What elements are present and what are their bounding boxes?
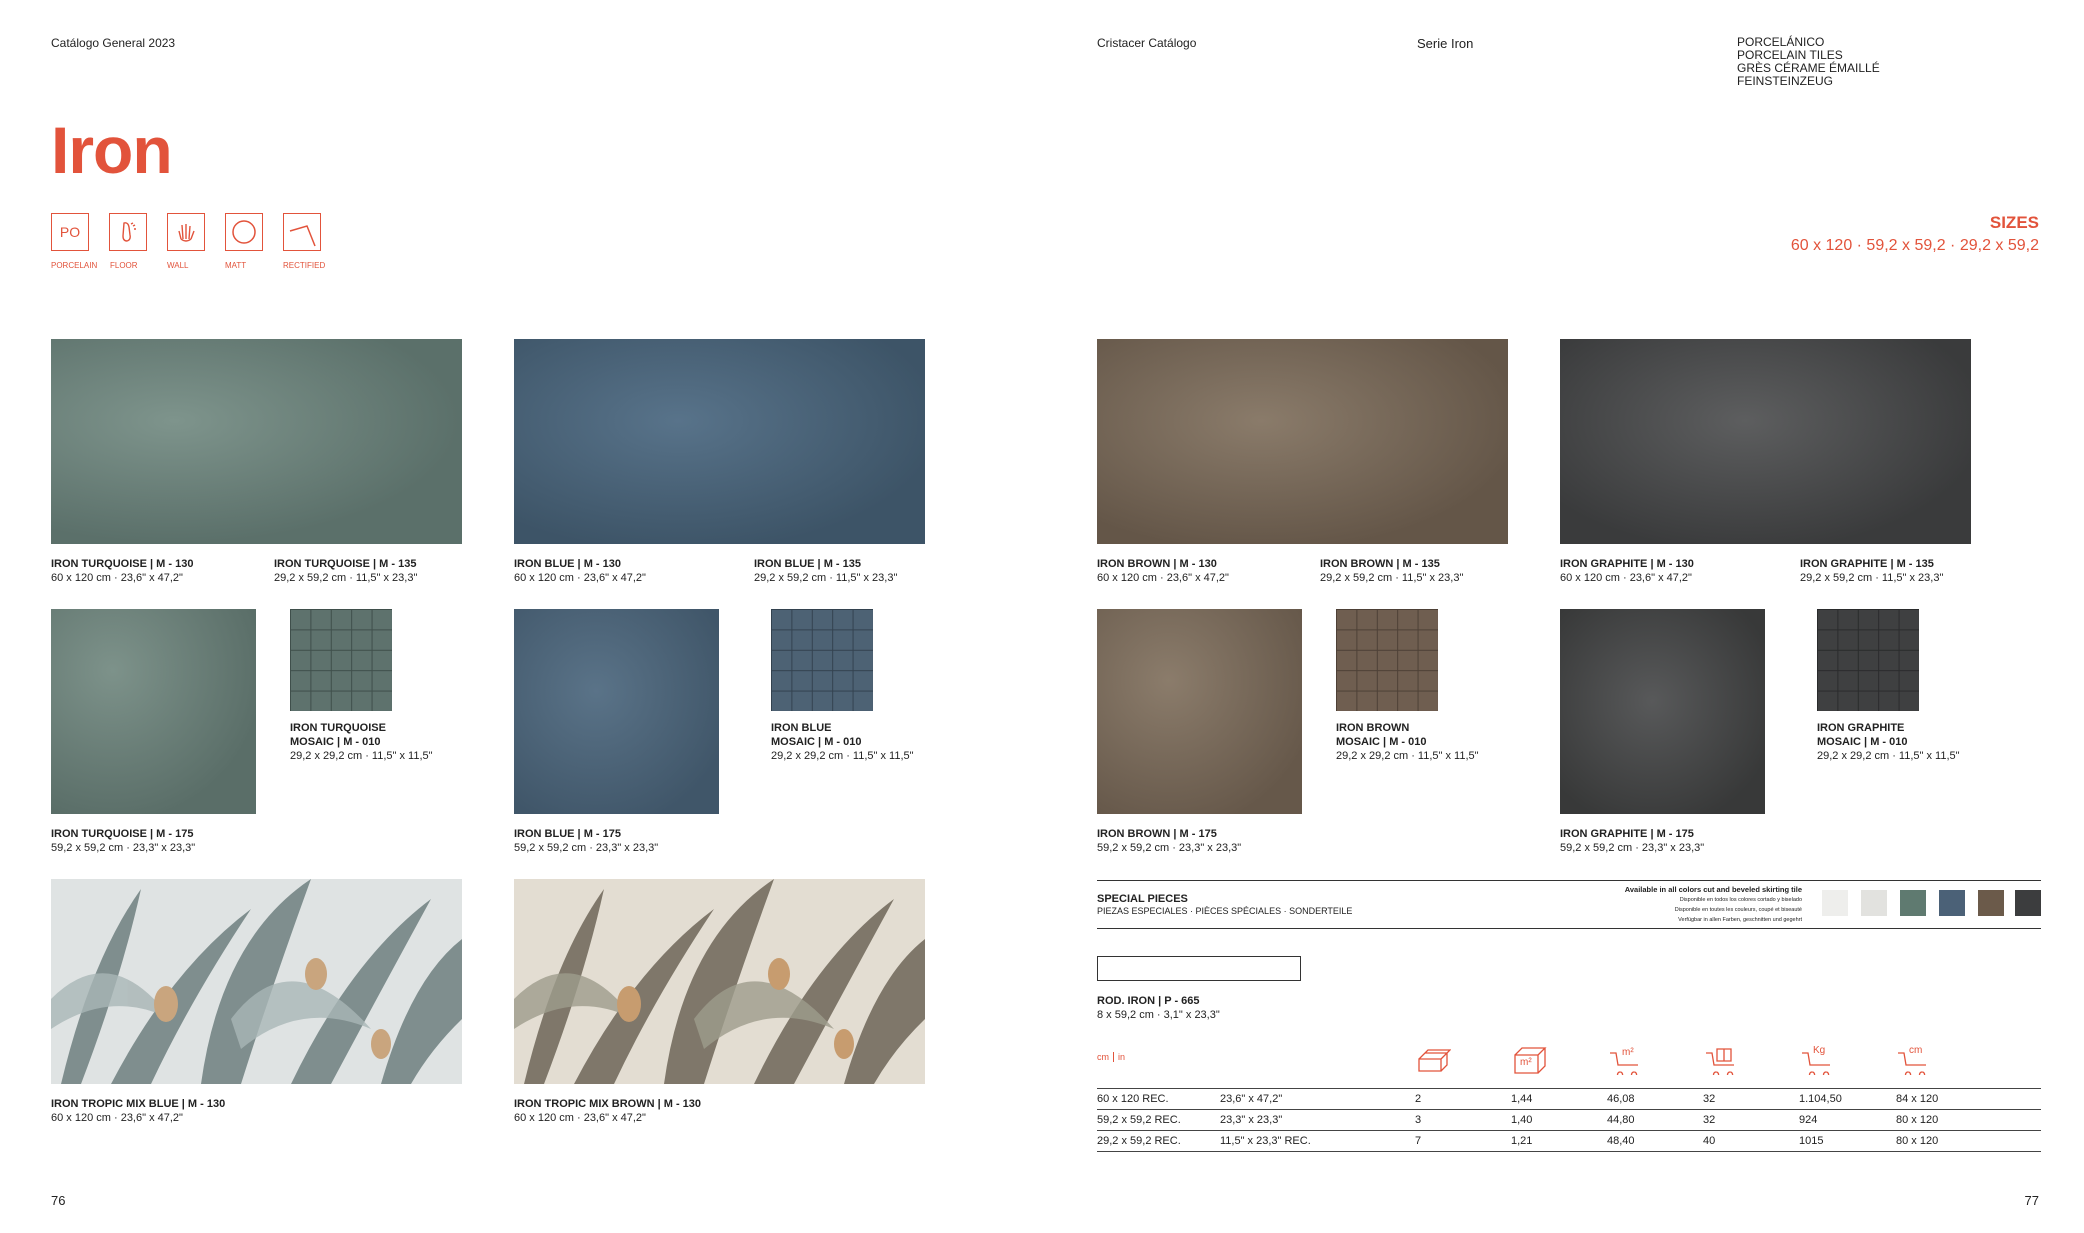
product-size: 29,2 x 29,2 cm · 11,5" x 11,5" [1336, 750, 1479, 762]
material-type-line: PORCELÁNICO [1737, 35, 1825, 49]
caption-tropic-blue [51, 1097, 225, 1125]
sizes-values: 60 x 120 · 59,2 x 59,2 · 29,2 x 59,2 [1790, 237, 2039, 254]
product-size: 60 x 120 cm · 23,6" x 47,2" [514, 1112, 646, 1124]
units-icon [1097, 1052, 1125, 1062]
color-swatch [1939, 890, 1965, 916]
tile-iron-tropic-mix-brown [514, 879, 925, 1084]
product-name: IRON GRAPHITE | M - 130 [1560, 558, 1694, 570]
note-line: Available in all colors cut and beveled skirting tile [1624, 885, 1802, 894]
table-cell: 80 x 120 [1896, 1131, 2041, 1152]
tile-iron-blue-175 [514, 609, 719, 814]
product-code: MOSAIC | M - 010 [1336, 736, 1427, 748]
table-cell: 60 x 120 REC. [1097, 1089, 1220, 1110]
table-cell: 32 [1703, 1110, 1799, 1131]
m2-per-pallet-icon [1608, 1045, 1644, 1080]
note-line: Disponible en todos los colores cortado y biselado [1679, 897, 1802, 903]
product-size: 60 x 120 cm · 23,6" x 47,2" [1097, 572, 1229, 584]
product-size: 60 x 120 cm · 23,6" x 47,2" [514, 572, 646, 584]
table-cell: 23,6" x 47,2" [1220, 1089, 1415, 1110]
tile-iron-brown-175 [1097, 609, 1302, 814]
product-size: 60 x 120 cm · 23,6" x 47,2" [51, 1112, 183, 1124]
product-size: 29,2 x 29,2 cm · 11,5" x 11,5" [771, 750, 914, 762]
unit-cm-label: cm [1097, 1052, 1109, 1062]
kg-label: Kg [1813, 1045, 1826, 1056]
catalog-header-left: Catálogo General 2023 [51, 36, 176, 50]
product-size: 60 x 120 cm · 23,6" x 47,2" [1560, 572, 1692, 584]
caption-turquoise-mosaic [290, 721, 433, 763]
tile-iron-turquoise-mosaic [290, 609, 392, 711]
tropical-leaves-pattern [514, 879, 925, 1084]
product-size: 8 x 59,2 cm · 3,1" x 23,3" [1097, 1009, 1220, 1021]
caption-brown-135 [1320, 557, 1463, 585]
table-cell: 924 [1799, 1110, 1896, 1131]
table-cell: 2 [1415, 1089, 1511, 1110]
divider [1097, 880, 2041, 881]
sizes-heading: SIZES [1989, 213, 2039, 232]
product-size: 29,2 x 59,2 cm · 11,5" x 23,3" [274, 572, 418, 584]
product-size: 29,2 x 29,2 cm · 11,5" x 11,5" [1817, 750, 1960, 762]
table-cell: 1.104,50 [1799, 1089, 1896, 1110]
product-code: MOSAIC | M - 010 [290, 736, 381, 748]
pallet-size-icon [1896, 1045, 1932, 1080]
packing-spec-table [1097, 1088, 2041, 1152]
product-name: ROD. IRON | P - 665 [1097, 995, 1200, 1007]
product-size: 29,2 x 59,2 cm · 11,5" x 23,3" [1800, 572, 1944, 584]
tile-iron-brown-mosaic [1336, 609, 1438, 711]
page-title: Iron [51, 113, 172, 187]
material-type-line: GRÈS CÉRAME ÉMAILLÉ [1737, 61, 1880, 75]
color-swatch [1978, 890, 2004, 916]
tile-iron-graphite-mosaic [1817, 609, 1919, 711]
product-size: 59,2 x 59,2 cm · 23,3" x 23,3" [1560, 842, 1705, 854]
caption-blue-mosaic [771, 721, 914, 763]
table-cell: 59,2 x 59,2 REC. [1097, 1110, 1220, 1131]
table-row [1097, 1089, 2041, 1110]
caption-graphite-175 [1560, 827, 1704, 855]
caption-turquoise-135 [274, 557, 417, 585]
special-pieces-note [1540, 885, 1802, 925]
pictogram-label: FLOOR [110, 261, 138, 270]
m2-per-box-icon [1512, 1045, 1548, 1080]
matt-circle-icon [225, 213, 263, 251]
m2-label: m² [1622, 1047, 1634, 1058]
tile-iron-turquoise-175 [51, 609, 256, 814]
table-cell: 1015 [1799, 1131, 1896, 1152]
boxes-per-pallet-icon [1704, 1045, 1740, 1080]
porcelain-icon [51, 213, 89, 251]
table-cell: 48,40 [1607, 1131, 1703, 1152]
product-name: IRON BLUE | M - 175 [514, 828, 621, 840]
caption-blue-175 [514, 827, 658, 855]
caption-brown-mosaic [1336, 721, 1479, 763]
divider [1097, 928, 2041, 929]
tiles-per-box-icon [1415, 1045, 1451, 1080]
caption-blue-130 [514, 557, 646, 585]
table-cell: 80 x 120 [1896, 1110, 2041, 1131]
table-cell: 84 x 120 [1896, 1089, 2041, 1110]
table-cell: 7 [1415, 1131, 1511, 1152]
note-line: Disponible en toutes les couleurs, coupé et biseauté [1674, 907, 1802, 913]
tile-iron-graphite-175 [1560, 609, 1765, 814]
tile-iron-blue-130 [514, 339, 925, 544]
material-type-line: FEINSTEINZEUG [1737, 74, 1834, 88]
pictogram-label: WALL [167, 261, 189, 270]
product-name: IRON TROPIC MIX BROWN | M - 130 [514, 1098, 702, 1110]
product-name: IRON BROWN | M - 175 [1097, 828, 1217, 840]
caption-turquoise-175 [51, 827, 195, 855]
product-code: MOSAIC | M - 010 [1817, 736, 1908, 748]
table-row [1097, 1131, 2041, 1152]
table-cell: 29,2 x 59,2 REC. [1097, 1131, 1220, 1152]
special-pieces-subheading: PIEZAS ESPECIALES · PIÈCES SPÉCIALES · SONDERTEILE [1097, 906, 1353, 916]
caption-brown-175 [1097, 827, 1241, 855]
table-cell: 40 [1703, 1131, 1799, 1152]
catalog-header-center: Cristacer Catálogo [1097, 36, 1197, 50]
product-name: IRON BLUE | M - 130 [514, 558, 621, 570]
product-name: IRON BROWN | M - 130 [1097, 558, 1217, 570]
tile-iron-graphite-130 [1560, 339, 1971, 544]
caption-brown-130 [1097, 557, 1229, 585]
caption-skirting [1097, 994, 1220, 1022]
porcelain-symbol: PO [59, 224, 81, 240]
table-cell: 1,44 [1511, 1089, 1607, 1110]
cm-label: cm [1909, 1045, 1923, 1056]
tile-iron-blue-mosaic [771, 609, 873, 711]
table-row [1097, 1110, 2041, 1131]
tile-iron-brown-130 [1097, 339, 1508, 544]
m2-label: m² [1520, 1057, 1532, 1068]
note-line: Verfügbar in allen Farben, geschnitten und gegehrt [1678, 917, 1802, 923]
table-cell: 46,08 [1607, 1089, 1703, 1110]
color-swatch [1900, 890, 1926, 916]
color-swatch [2015, 890, 2041, 916]
table-cell: 23,3" x 23,3" [1220, 1110, 1415, 1131]
product-name: IRON TURQUOISE | M - 130 [51, 558, 194, 570]
series-label: Serie Iron [1417, 36, 1474, 51]
skirting-tile-drawing [1097, 956, 1301, 981]
product-size: 29,2 x 59,2 cm · 11,5" x 23,3" [754, 572, 898, 584]
table-cell: 44,80 [1607, 1110, 1703, 1131]
table-cell: 3 [1415, 1110, 1511, 1131]
product-name: IRON BLUE [771, 722, 832, 734]
product-name: IRON TURQUOISE | M - 135 [274, 558, 417, 570]
page-number-right: 77 [2024, 1193, 2039, 1208]
page-number-left: 76 [51, 1193, 66, 1208]
special-pieces-heading: SPECIAL PIECES [1097, 893, 1188, 905]
pictogram-label: MATT [225, 261, 247, 270]
caption-blue-135 [754, 557, 897, 585]
tropical-leaves-pattern [51, 879, 462, 1084]
product-size: 59,2 x 59,2 cm · 23,3" x 23,3" [514, 842, 659, 854]
weight-per-pallet-icon [1800, 1045, 1836, 1080]
product-name: IRON GRAPHITE | M - 135 [1800, 558, 1934, 570]
product-size: 60 x 120 cm · 23,6" x 47,2" [51, 572, 183, 584]
caption-turquoise-130 [51, 557, 193, 585]
material-type-list [1737, 36, 1880, 88]
product-name: IRON BROWN | M - 135 [1320, 558, 1440, 570]
pictogram-label: RECTIFIED [283, 261, 326, 270]
table-cell: 11,5" x 23,3" REC. [1220, 1131, 1415, 1152]
rectified-icon [283, 213, 321, 251]
pictogram-label: PORCELAIN [51, 261, 98, 270]
product-name: IRON BLUE | M - 135 [754, 558, 861, 570]
product-name: IRON BROWN [1336, 722, 1410, 734]
unit-in-label: in [1118, 1052, 1126, 1062]
color-swatch [1822, 890, 1848, 916]
product-name: IRON TURQUOISE [290, 722, 386, 734]
caption-graphite-135 [1800, 557, 1943, 585]
caption-tropic-brown [514, 1097, 701, 1125]
product-name: IRON GRAPHITE | M - 175 [1560, 828, 1694, 840]
material-type-line: PORCELAIN TILES [1737, 48, 1843, 62]
tile-iron-turquoise-130 [51, 339, 462, 544]
product-size: 29,2 x 29,2 cm · 11,5" x 11,5" [290, 750, 433, 762]
caption-graphite-130 [1560, 557, 1694, 585]
product-name: IRON TROPIC MIX BLUE | M - 130 [51, 1098, 226, 1110]
color-swatch [1861, 890, 1887, 916]
product-name: IRON TURQUOISE | M - 175 [51, 828, 194, 840]
foot-icon [109, 213, 147, 251]
caption-graphite-mosaic [1817, 721, 1960, 763]
product-code: MOSAIC | M - 010 [771, 736, 862, 748]
product-size: 29,2 x 59,2 cm · 11,5" x 23,3" [1320, 572, 1464, 584]
table-cell: 32 [1703, 1089, 1799, 1110]
tile-iron-tropic-mix-blue [51, 879, 462, 1084]
table-cell: 1,40 [1511, 1110, 1607, 1131]
product-size: 59,2 x 59,2 cm · 23,3" x 23,3" [51, 842, 196, 854]
product-size: 59,2 x 59,2 cm · 23,3" x 23,3" [1097, 842, 1242, 854]
product-name: IRON GRAPHITE [1817, 722, 1905, 734]
table-cell: 1,21 [1511, 1131, 1607, 1152]
hand-icon [167, 213, 205, 251]
